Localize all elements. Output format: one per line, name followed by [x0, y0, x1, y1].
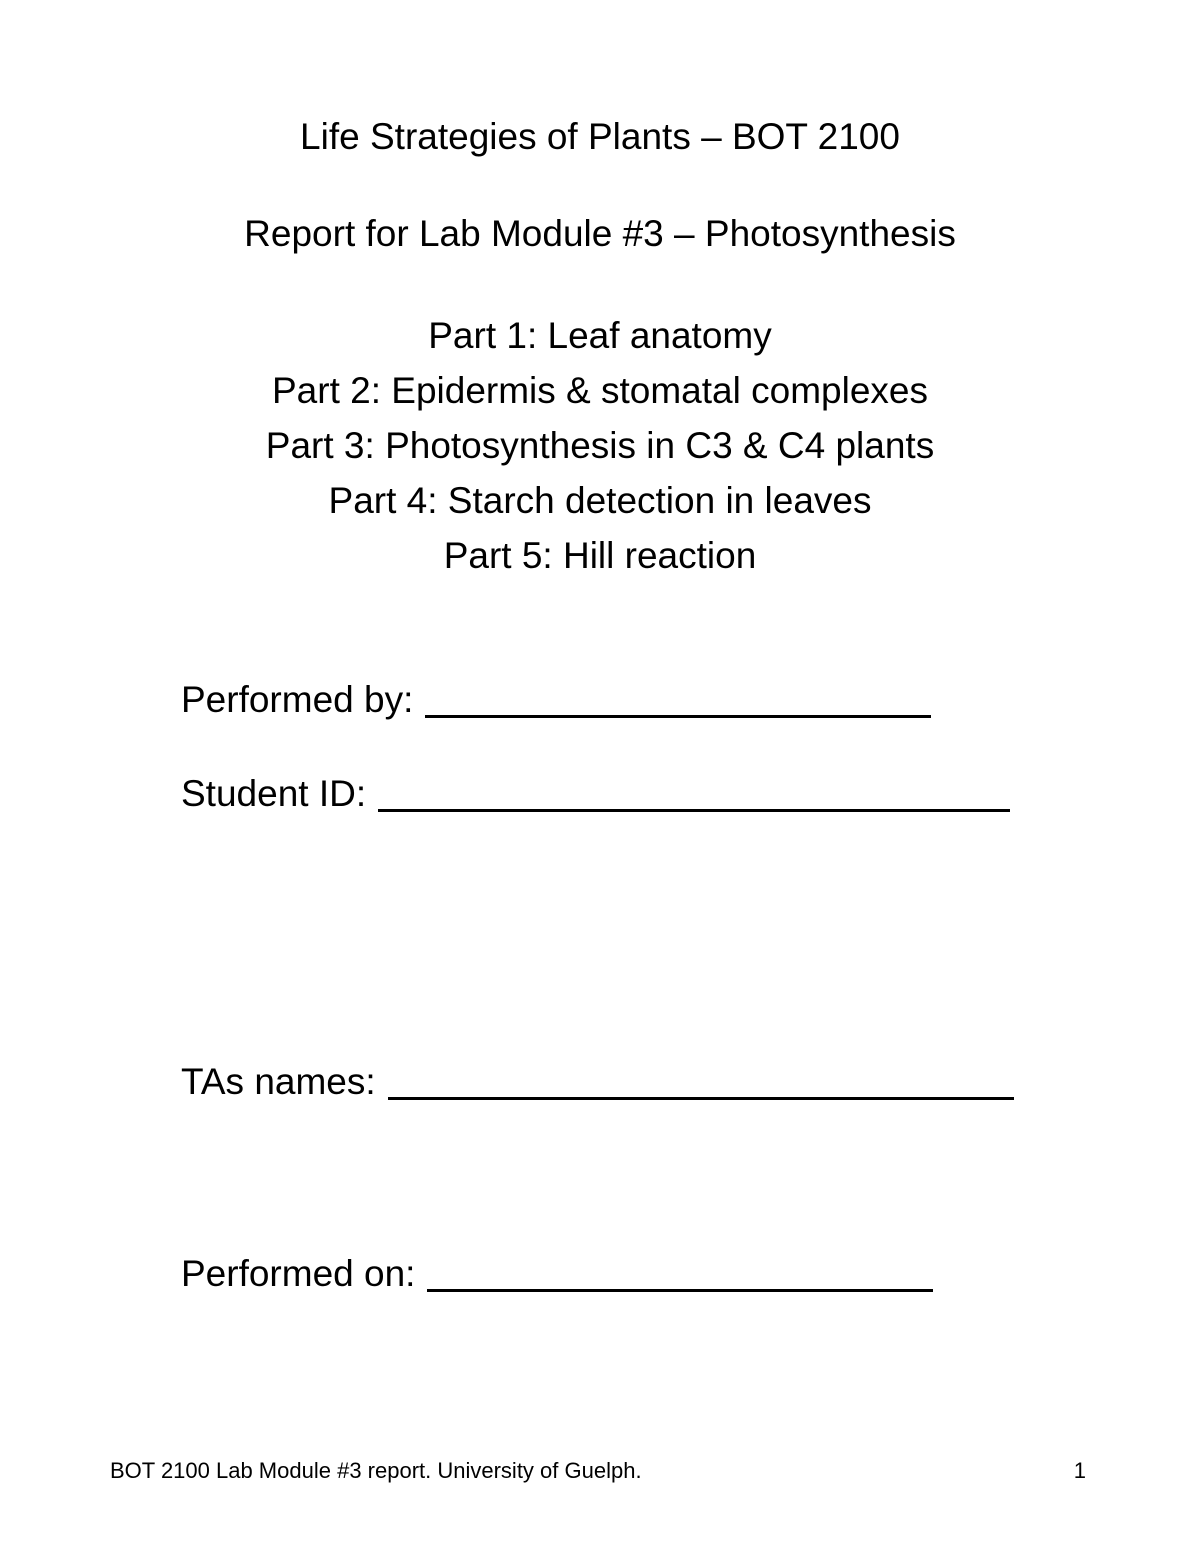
- performed-by-label: Performed by:: [181, 679, 414, 720]
- performed-by-field: [181, 678, 931, 722]
- performed-by-blank[interactable]: [425, 683, 931, 718]
- tas-names-label: TAs names:: [181, 1061, 376, 1102]
- parts-list: [0, 308, 1200, 583]
- performed-on-blank[interactable]: [427, 1257, 933, 1292]
- student-id-label: Student ID:: [181, 773, 367, 814]
- tas-names-blank[interactable]: [388, 1065, 1014, 1100]
- student-id-blank[interactable]: [378, 777, 1010, 812]
- page-number: 1: [1073, 1458, 1086, 1483]
- course-title: Life Strategies of Plants – BOT 2100: [300, 116, 900, 157]
- part-item-5: Part 5: Hill reaction: [443, 535, 757, 576]
- part-item-4: Part 4: Starch detection in leaves: [328, 480, 872, 521]
- report-title: Report for Lab Module #3 – Photosynthesis: [244, 213, 956, 254]
- performed-on-label: Performed on:: [181, 1253, 416, 1294]
- part-item-1: Part 1: Leaf anatomy: [428, 315, 772, 356]
- footer-text: BOT 2100 Lab Module #3 report. University of Guelph.: [110, 1458, 642, 1483]
- student-id-field: [181, 772, 1010, 816]
- part-item-3: Part 3: Photosynthesis in C3 & C4 plants: [265, 425, 935, 466]
- part-item-2: Part 2: Epidermis & stomatal complexes: [272, 370, 928, 411]
- tas-names-field: [181, 1060, 1014, 1104]
- performed-on-field: [181, 1252, 933, 1296]
